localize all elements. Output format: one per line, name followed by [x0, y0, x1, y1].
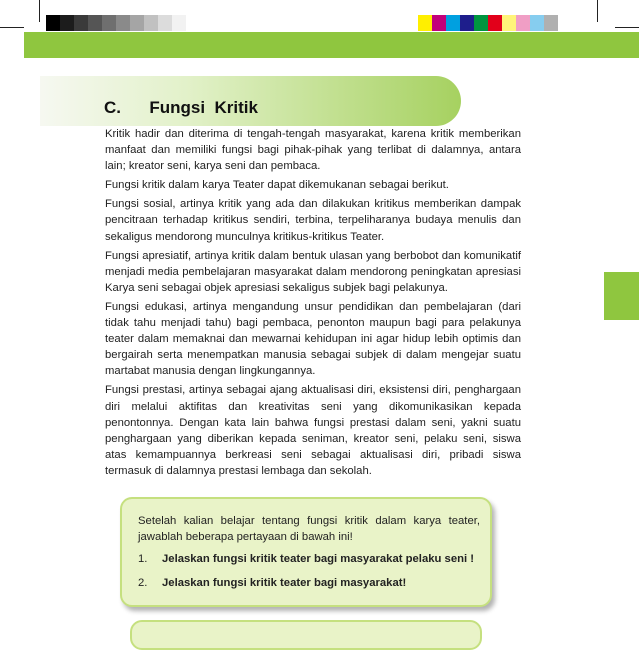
question-text: Jelaskan fungsi kritik teater bagi masyarakat! [162, 576, 407, 589]
color-swatch [60, 15, 74, 31]
color-swatch [158, 15, 172, 31]
color-swatch [460, 15, 474, 31]
color-swatch [544, 15, 558, 31]
next-box-partial [130, 620, 482, 650]
crop-mark-top-left-v [39, 0, 40, 22]
paragraph-intro: Kritik hadir dan diterima di tengah-tengah masyarakat, karena kritik memberikan manfaat dan memiliki fungsi bagi pihak-pihak yang terlibat di dalamnya, antara lain; kreator seni, karya seni dan pembaca. [105, 128, 521, 173]
crop-mark-top-left-h [0, 27, 24, 28]
question-number: 2. [138, 576, 148, 589]
color-swatch [130, 15, 144, 31]
crop-mark-top-right-v [597, 0, 598, 22]
color-swatch [502, 15, 516, 31]
color-swatch [530, 15, 544, 31]
color-swatch [474, 15, 488, 31]
color-swatch [172, 15, 186, 31]
color-swatch [88, 15, 102, 31]
exercise-question [138, 576, 480, 592]
exercise-box [120, 497, 492, 607]
color-swatch [432, 15, 446, 31]
color-swatch [446, 15, 460, 31]
exercise-question [138, 552, 480, 568]
paragraph-fungsi-apresiatif: Fungsi apresiatif, artinya kritik dalam bentuk ulasan yang berbobot dan komunikatif menjadi media pembelajaran masyarakat dalam mendorong peningkatan apresiasi Karya seni sebagai objek apresiasi sekaligus subjek bagi pelakunya. [105, 249, 521, 294]
question-number: 1. [138, 553, 148, 565]
section-number: C. [104, 98, 121, 117]
body-text [105, 126, 521, 482]
paragraph-fungsi-sosial: Fungsi sosial, artinya kritik yang ada dan dilakukan kritikus memberikan dampak pencitraan terhadap kritikus sendiri, terbina, terpeliharanya budaya menulis dan sekaligus mendorong munculnya kritikus-kritikus Teater. [105, 198, 521, 243]
paragraph-lead: Fungsi kritik dalam karya Teater dapat dikemukanan sebagai berikut. [105, 179, 449, 192]
section-heading: Fungsi Kritik [149, 98, 258, 117]
process-color-bar [418, 15, 558, 31]
color-swatch [74, 15, 88, 31]
color-swatch [102, 15, 116, 31]
section-title [104, 98, 258, 118]
paragraph-fungsi-prestasi: Fungsi prestasi, artinya sebagai ajang aktualisasi diri, eksistensi diri, penghargaan diri melalui aktifitas dan kreativitas seni yang dikomunikasikan kepada penontonnya. Dengan kata lain bahwa fungsi prestasi dalam seni, yakni suatu penghargaan yang diberikan kepada seniman, kreator seni, pelaku seni, siswa atas kemampuannya berkreasi seni sebagai aktualisasi diri, pribadi siswa termasuk di dalamnya prestasi lembaga dan sekolah. [105, 384, 521, 477]
grayscale-color-bar [46, 15, 186, 31]
color-swatch [516, 15, 530, 31]
color-swatch [488, 15, 502, 31]
color-swatch [144, 15, 158, 31]
color-swatch [116, 15, 130, 31]
color-swatch [418, 15, 432, 31]
exercise-intro: Setelah kalian belajar tentang fungsi kritik dalam karya teater, jawablah beberapa pertayaan di bawah ini! [138, 515, 480, 543]
top-green-band [24, 32, 639, 58]
question-text: Jelaskan fungsi kritik teater bagi masyarakat pelaku seni ! [162, 553, 475, 565]
page-edge-tab [604, 272, 639, 320]
paragraph-fungsi-edukasi: Fungsi edukasi, artinya mengandung unsur pendidikan dan pembelajaran (dari tidak tahu menjadi tahu) bagi pembaca, penonton maupun bagi para pelakunya teater dalam memaknai dan mewarnai kehidupan ini agar hidup lebih optimis dan bergairah serta menempatkan manusia sebagai subjek di dalam mengejar suatu martabat manusia dengan lingkungannya. [105, 300, 521, 378]
crop-mark-top-right-h [615, 27, 639, 28]
color-swatch [46, 15, 60, 31]
